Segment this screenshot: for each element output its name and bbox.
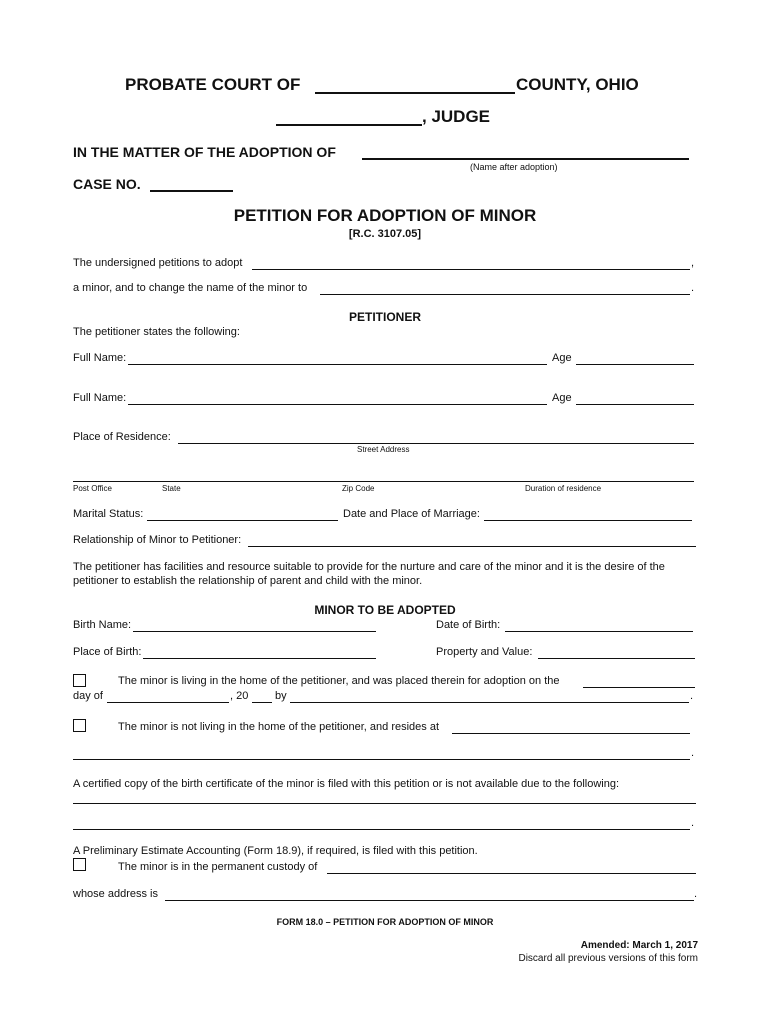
full-name-field-1[interactable] — [128, 352, 547, 365]
period-2: . — [690, 690, 694, 702]
change-name-label: a minor, and to change the name of the minor to — [73, 282, 308, 294]
property-field[interactable] — [538, 646, 695, 659]
property-label: Property and Value: — [436, 646, 533, 658]
zip-hint: Zip Code — [342, 484, 375, 493]
post-office-hint: Post Office — [73, 484, 112, 493]
petitions-label: The undersigned petitions to adopt — [73, 257, 243, 269]
residence-label: Place of Residence: — [73, 431, 171, 443]
placement-date-field[interactable] — [583, 675, 695, 688]
period-4: . — [691, 817, 695, 829]
judge-suffix: , JUDGE — [422, 107, 491, 126]
court-prefix: PROBATE COURT OF — [125, 75, 301, 94]
birth-name-label: Birth Name: — [73, 619, 132, 631]
marital-label: Marital Status: — [73, 508, 144, 520]
not-living-text: The minor is not living in the home of the petitioner, and resides at — [118, 721, 440, 733]
birth-name-field[interactable] — [133, 619, 376, 632]
resides-line-2-field[interactable] — [73, 747, 690, 760]
birth-cert-reason-field-2[interactable] — [73, 817, 690, 830]
by-label: by — [275, 690, 287, 702]
placed-by-field[interactable] — [290, 690, 689, 703]
birth-cert-text: A certified copy of the birth certificate of the minor is filed with this petition or is not available due to the following: — [73, 778, 620, 790]
age-label-1: Age — [552, 352, 572, 364]
duration-hint: Duration of residence — [525, 484, 602, 493]
period: . — [691, 282, 695, 294]
prelim-text: A Preliminary Estimate Accounting (Form 18.9), if required, is filed with this petition. — [73, 845, 478, 857]
judge-field[interactable] — [276, 112, 422, 126]
address-label: whose address is — [73, 888, 158, 900]
period-5: . — [694, 888, 698, 900]
marital-field[interactable] — [147, 508, 338, 521]
living-text: The minor is living in the home of the petitioner, and was placed therein for adoption on the — [118, 675, 560, 687]
street-address-field[interactable] — [178, 431, 694, 444]
custody-field[interactable] — [327, 861, 696, 874]
marriage-label: Date and Place of Marriage: — [343, 508, 480, 520]
marriage-field[interactable] — [484, 508, 692, 521]
county-field[interactable] — [315, 80, 515, 94]
not-living-checkbox[interactable] — [73, 719, 86, 732]
age-label-2: Age — [552, 392, 572, 404]
period-3: . — [691, 747, 695, 759]
petitioner-states: The petitioner states the following: — [73, 326, 240, 338]
full-name-label-2: Full Name: — [73, 392, 127, 404]
amended-date: Amended: March 1, 2017 — [580, 940, 698, 951]
court-suffix: COUNTY, OHIO — [516, 75, 639, 94]
month-field[interactable] — [107, 690, 229, 703]
birthplace-field[interactable] — [143, 646, 376, 659]
dob-label: Date of Birth: — [436, 619, 501, 631]
custody-text: The minor is in the permanent custody of — [118, 861, 318, 873]
case-label: CASE NO. — [73, 176, 141, 192]
state-hint: State — [162, 484, 181, 493]
petitioner-heading: PETITIONER — [348, 310, 421, 324]
dob-field[interactable] — [505, 619, 693, 632]
birth-cert-reason-field-1[interactable] — [73, 791, 696, 804]
adopt-name-field[interactable] — [252, 257, 690, 270]
facilities-text-1: The petitioner has facilities and resource suitable to provide for the nurture and care of the minor and it is the desire of the — [73, 561, 665, 573]
page-title: PETITION FOR ADOPTION OF MINOR — [233, 206, 537, 225]
age-field-1[interactable] — [576, 352, 694, 365]
comma: , — [691, 257, 695, 269]
year-field[interactable] — [252, 690, 272, 703]
discard-note: Discard all previous versions of this form — [518, 953, 698, 964]
year-prefix: , 20 — [230, 690, 249, 702]
custody-checkbox[interactable] — [73, 858, 86, 871]
day-of-label: day of — [73, 690, 103, 702]
living-checkbox[interactable] — [73, 674, 86, 687]
facilities-text-2: petitioner to establish the relationship of parent and child with the minor. — [73, 575, 423, 587]
birthplace-label: Place of Birth: — [73, 646, 142, 658]
relationship-field[interactable] — [248, 534, 696, 547]
relationship-label: Relationship of Minor to Petitioner: — [73, 534, 242, 546]
name-after-hint: (Name after adoption) — [470, 162, 558, 172]
matter-label: IN THE MATTER OF THE ADOPTION OF — [73, 144, 336, 160]
case-number-field[interactable] — [150, 178, 233, 192]
custodian-address-field[interactable] — [165, 888, 694, 901]
full-name-field-2[interactable] — [128, 392, 547, 405]
resides-at-field[interactable] — [452, 721, 690, 734]
new-name-field[interactable] — [320, 282, 690, 295]
full-name-label-1: Full Name: — [73, 352, 127, 364]
form-title-footer: FORM 18.0 – PETITION FOR ADOPTION OF MINOR — [276, 917, 494, 927]
address-line-2-field[interactable] — [73, 469, 694, 482]
street-hint: Street Address — [357, 445, 410, 454]
statute-ref: [R.C. 3107.05] — [348, 228, 422, 240]
minor-heading: MINOR TO BE ADOPTED — [314, 603, 456, 617]
age-field-2[interactable] — [576, 392, 694, 405]
adoptee-name-field[interactable] — [362, 146, 689, 160]
